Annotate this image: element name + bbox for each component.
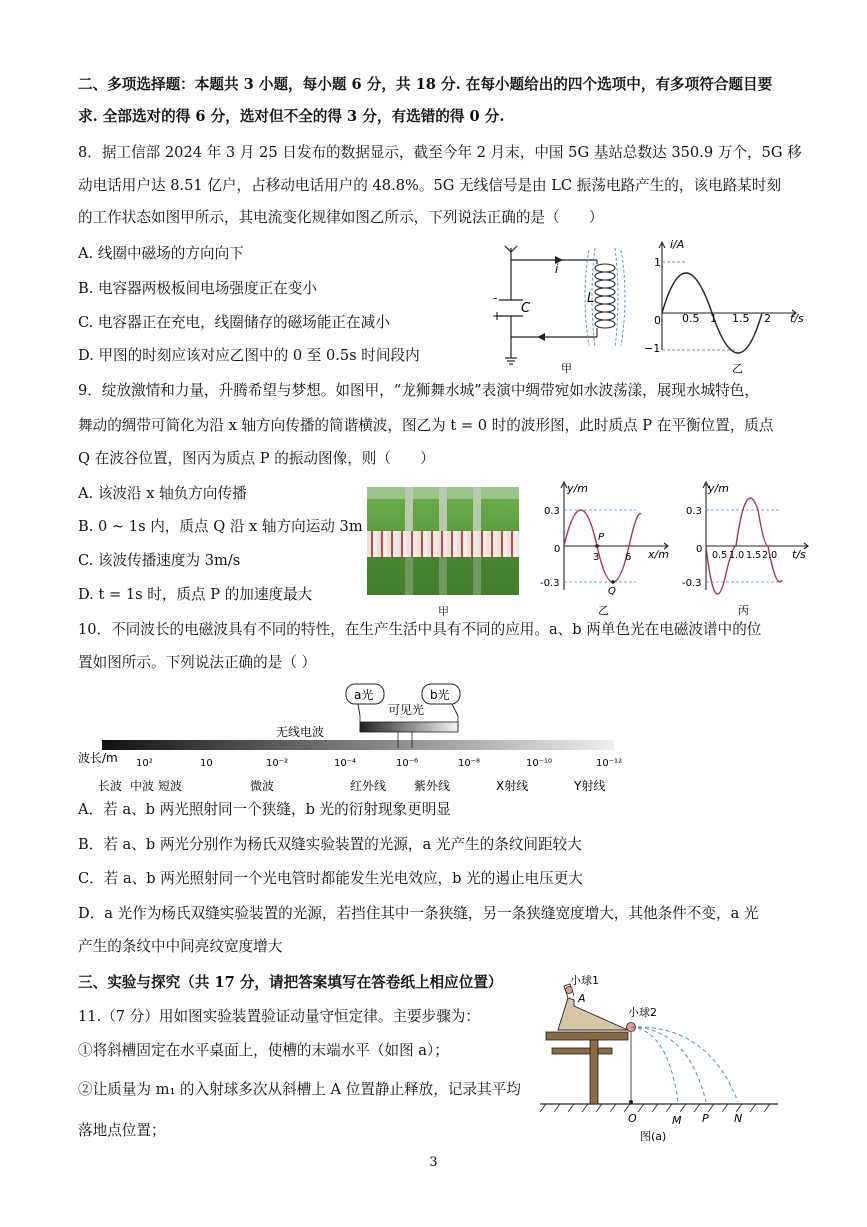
q8-yi-ylabel: i/A (670, 238, 685, 251)
q9-bing-tick-05: 0.5 (712, 550, 728, 561)
q10-spectrum-band-label: 长波 (98, 779, 123, 793)
q9-bing-tick-15: 1.5 (746, 550, 762, 561)
section2-heading-line2: 求. 全部选对的得 6 分，选对但不全的得 3 分，有选错的得 0 分. (78, 108, 505, 125)
q9-yi-tick-6: 6 (625, 552, 632, 563)
q11-ball2-label: 小球2 (628, 1006, 657, 1019)
q9-option-a: A. 该波沿 x 轴负方向传播 (78, 485, 247, 502)
q10-stem-line2: 置如图所示。下列说法正确的是（ ） (78, 654, 317, 671)
q9-yi-tick-n03: -0.3 (540, 578, 560, 589)
q10-visible-label: 可见光 (388, 703, 425, 717)
q8-yi-tick-2: 2 (764, 312, 771, 325)
q10-spectrum-tick: 10⁻⁴ (334, 758, 357, 769)
q10-spectrum-tick: 10⁻¹² (596, 758, 623, 769)
q9-yi-tick-p03: 0.3 (544, 506, 560, 517)
q10-spectrum-bar (102, 740, 614, 750)
q11-point-o-label: O (628, 1112, 637, 1125)
q9-yi-xlabel: x/m (648, 548, 669, 561)
q10-spectrum-tick: 10⁻⁶ (396, 758, 419, 769)
q11-apparatus-diagram (538, 972, 788, 1152)
q8-yi-origin: 0 (654, 314, 661, 327)
q8-option-c: C. 电容器正在充电，线圈储存的磁场能正在减小 (78, 314, 390, 331)
q8-option-a: A. 线圈中磁场的方向向下 (78, 245, 244, 262)
q9-stem-line1: 9．绽放激情和力量，升腾希望与梦想。如图甲，“龙狮舞水城”表演中绸带宛如水波荡漾，展现水城特色， (78, 382, 759, 399)
q9-option-c: C. 该波传播速度为 3m/s (78, 552, 241, 569)
q11-ball1-label: 小球1 (570, 974, 599, 987)
q9-stem-line2: 舞动的绸带可简化为沿 x 轴方向传播的简谐横波，图乙为 t = 0 时的波形图，此时质点 P 在平衡位置，质点 (78, 417, 774, 434)
q8-option-d: D. 甲图的时刻应该对应乙图中的 0 至 0.5s 时间段内 (78, 347, 420, 364)
q8-minus-sign: - (493, 291, 498, 305)
q9-bing-ylabel: y/m (708, 482, 729, 495)
q11-stem-line1: 11.（7 分）用如图实验装置验证动量守恒定律。主要步骤为： (78, 1008, 480, 1025)
section3-heading: 三、实验与探究（共 17 分，请把答案填写在答卷纸上相应位置） (78, 974, 503, 991)
q10-spectrum-tick: 10⁻⁸ (458, 758, 481, 769)
q10-spectrum-band-label: 紫外线 (414, 779, 451, 793)
q8-inductor-label: L (587, 291, 595, 306)
q9-point-p: P (598, 532, 605, 543)
q8-stem-line2: 动电话用户达 8.51 亿户，占移动电话用户的 48.8%。5G 无线信号是由 LC 振荡电路产生的，该电路某时刻 (78, 177, 782, 194)
q11-step2-continued: 落地点位置； (78, 1122, 166, 1139)
q8-yi-tick-05: 0.5 (682, 312, 700, 325)
q9-bing-tick-10: 1.0 (729, 550, 745, 561)
q8-stem-line1: 8．据工信部 2024 年 3 月 25 日发布的数据显示，截至今年 2 月末，中国 5G 基站总数达 350.9 万个，5G 移 (78, 144, 802, 161)
q10-spectrum-band-label: 红外线 (350, 779, 387, 793)
q9-fig-yi-caption: 乙 (598, 604, 609, 617)
q10-b-light-label: b光 (430, 688, 450, 702)
q10-visible-band (360, 722, 458, 732)
q9-performance-photo (367, 487, 519, 595)
q9-bing-xlabel: t/s (792, 548, 806, 561)
q9-vibration-graph (682, 480, 818, 620)
q9-point-q: Q (608, 586, 616, 597)
page-number: 3 (429, 1155, 438, 1170)
q11-step2: ②让质量为 m₁ 的入射球多次从斜槽上 A 位置静止释放，记录其平均 (78, 1081, 521, 1098)
q11-point-a-label: A (578, 992, 586, 1005)
q10-spectrum-band-label: 中波 (130, 779, 155, 793)
q9-stem-line3: Q 在波谷位置，图丙为质点 P 的振动图像，则（ ） (78, 450, 435, 467)
q9-bing-tick-n03: -0.3 (682, 578, 702, 589)
q8-yi-tick-neg1: −1 (644, 342, 661, 355)
q11-step1: ①将斜槽固定在水平桌面上，使槽的末端水平（如图 a）； (78, 1042, 449, 1059)
q8-stem-line3: 的工作状态如图甲所示，其电流变化规律如图乙所示，下列说法正确的是（ ） (78, 209, 604, 226)
q10-em-spectrum-diagram (78, 678, 638, 798)
q10-option-c: C．若 a、b 两光照射同一个光电管时都能发生光电效应，b 光的遏止电压更大 (78, 870, 583, 887)
q8-yi-tick-1s: 1 (710, 312, 717, 325)
q9-option-b: B. 0 ~ 1s 内，质点 Q 沿 x 轴方向运动 3m (78, 518, 363, 535)
q9-bing-origin: 0 (696, 544, 703, 555)
section2-heading-line1: 二、多项选择题：本题共 3 小题，每小题 6 分，共 18 分. 在每小题给出的四个选项中，有多项符合题目要 (78, 76, 773, 93)
q10-a-light-label: a光 (354, 688, 374, 702)
q11-fig-caption: 图(a) (640, 1130, 667, 1143)
q8-plus-sign: + (492, 309, 503, 323)
q9-yi-origin: 0 (554, 544, 561, 555)
q10-spectrum-tick: 10² (136, 758, 153, 769)
q9-option-d: D. t = 1s 时，质点 P 的加速度最大 (78, 586, 313, 603)
q10-spectrum-band-label: 短波 (158, 779, 183, 793)
q8-option-b: B. 电容器两极板间电场强度正在变小 (78, 280, 317, 297)
q8-fig-yi-caption: 乙 (732, 362, 743, 375)
q11-ball1-marker (566, 987, 573, 994)
q10-option-b: B．若 a、b 两光分别作为杨氏双缝实验装置的光源，a 光产生的条纹间距较大 (78, 836, 582, 853)
q9-fig-jia-caption: 甲 (438, 605, 449, 618)
q8-yi-tick-1: 1 (654, 256, 661, 269)
q9-bing-tick-20: 2.0 (762, 550, 778, 561)
q8-current-label: i (555, 262, 559, 276)
q10-spectrum-band-label: Y射线 (574, 779, 606, 793)
q10-spectrum-tick: 10⁻¹⁰ (526, 758, 553, 769)
q11-point-m-label: M (672, 1114, 682, 1127)
q10-wavelength-label: 波长/m (78, 751, 118, 765)
q8-capacitor-label: C (521, 301, 531, 316)
q9-yi-ylabel: y/m (567, 482, 588, 495)
q10-option-d-line2: 产生的条纹中中间亮纹宽度增大 (78, 938, 283, 955)
q11-point-p-label: P (702, 1112, 709, 1125)
q10-option-d-line1: D．a 光作为杨氏双缝实验装置的光源，若挡住其中一条狭缝，另一条狭缝宽度增大，其他条件不变，a 光 (78, 905, 759, 922)
q8-fig-jia-caption: 甲 (561, 362, 572, 375)
q9-bing-tick-p03: 0.3 (686, 506, 702, 517)
q10-stem-line1: 10．不同波长的电磁波具有不同的特性，在生产生活中具有不同的应用。a、b 两单色光在电磁波谱中的位 (78, 621, 762, 638)
q10-spectrum-tick: 10⁻² (266, 758, 289, 769)
q8-yi-xlabel: t/s (790, 312, 804, 325)
q8-yi-tick-15: 1.5 (732, 312, 750, 325)
q10-spectrum-tick: 10 (200, 758, 213, 769)
q10-option-a: A．若 a、b 两光照射同一个狭缝，b 光的衍射现象更明显 (78, 801, 451, 818)
q10-spectrum-band-label: 微波 (250, 779, 275, 793)
q8-current-time-graph (644, 238, 810, 378)
q9-waveform-graph (536, 480, 676, 620)
q10-spectrum-band-label: X射线 (496, 779, 529, 793)
q9-yi-tick-3: 3 (593, 552, 600, 563)
q10-radio-label: 无线电波 (276, 725, 325, 739)
q8-lc-circuit-diagram (485, 240, 635, 375)
q9-fig-bing-caption: 丙 (738, 604, 749, 617)
q11-point-n-label: N (734, 1112, 743, 1125)
